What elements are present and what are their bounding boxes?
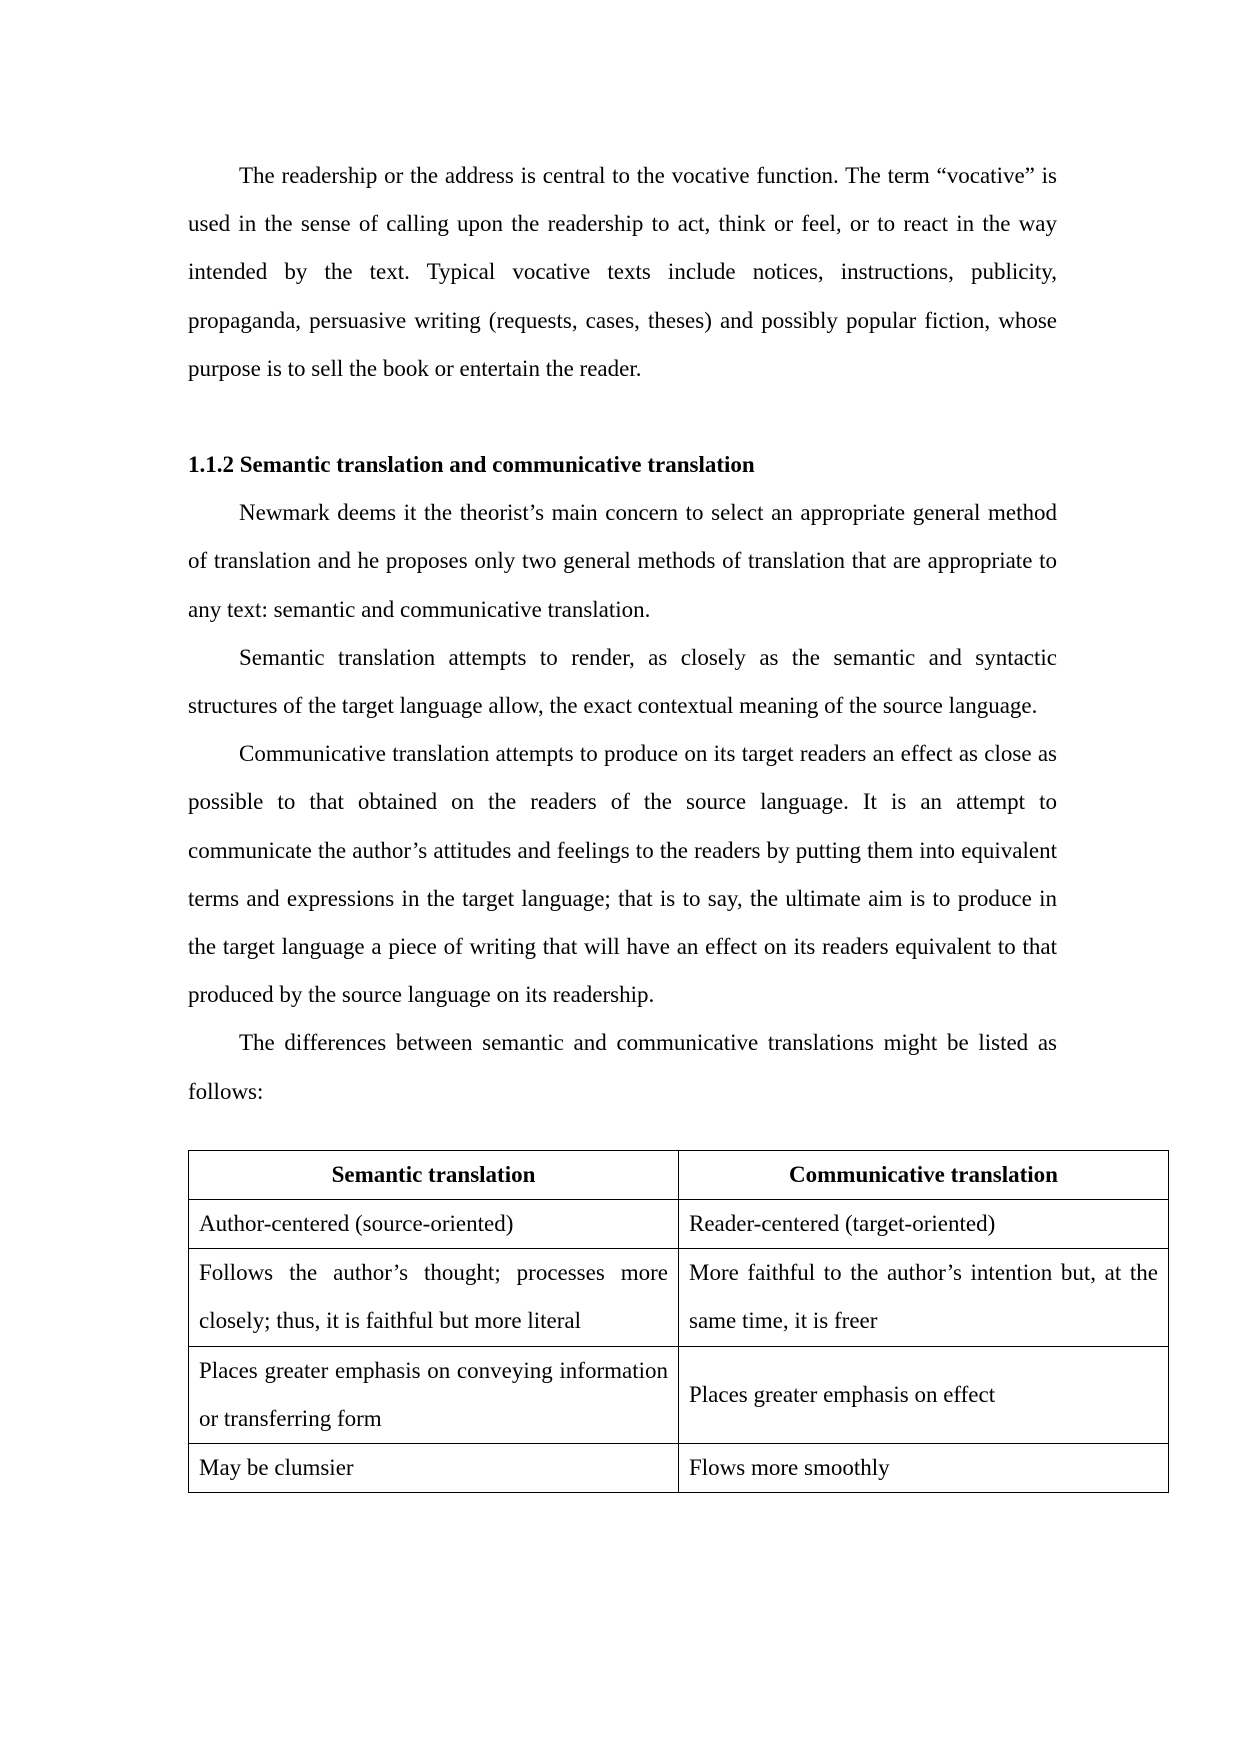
document-page (188, 152, 1158, 1493)
comparison-table-wrapper (188, 1150, 1158, 1493)
table-cell: Flows more smoothly (679, 1444, 1169, 1493)
paragraph-differences-intro: The differences between semantic and communicative translations might be listed as follows: (188, 1030, 1057, 1104)
comparison-table (188, 1150, 1169, 1493)
table-cell: Author-centered (source-oriented) (189, 1200, 679, 1249)
table-row (189, 1200, 1169, 1249)
paragraph-newmark: Newmark deems it the theorist’s main concern to select an appropriate general method of translation and he proposes only two general methods of translation that are appropriate to any text: semantic and communicative translation. (188, 500, 1057, 622)
table-header-semantic: Semantic translation (189, 1150, 679, 1199)
table-row (189, 1346, 1169, 1443)
table-cell: Places greater emphasis on effect (679, 1346, 1169, 1443)
table-cell: Places greater emphasis on conveying information or transferring form (189, 1346, 679, 1443)
table-cell: May be clumsier (189, 1444, 679, 1493)
section-heading: 1.1.2 Semantic translation and communicative translation (188, 452, 755, 478)
table-header-communicative: Communicative translation (679, 1150, 1169, 1199)
table-cell: Reader-centered (target-oriented) (679, 1200, 1169, 1249)
paragraph-vocative: The readership or the address is central to the vocative function. The term “vocative” is used in the sense of calling upon the readership to act, think or feel, or to react in the way intended by the text. Typical vocative texts include notices, instructions, publicity, propaganda, persuasive writing (requests, cases, theses) and possibly popular fiction, whose purpose is to sell the book or entertain the reader. (188, 163, 1057, 381)
table-cell: Follows the author’s thought; processes more closely; thus, it is faithful but more literal (189, 1249, 679, 1346)
table-row (189, 1249, 1169, 1346)
paragraph-communicative-translation: Communicative translation attempts to produce on its target readers an effect as close as possible to that obtained on the readers of the source language. It is an attempt to communicate the author’s attitudes and feelings to the readers by putting them into equivalent terms and expressions in the target language; that is to say, the ultimate aim is to produce in the target language a piece of writing that will have an effect on its readers equivalent to that produced by the source language on its readership. (188, 741, 1057, 1008)
paragraph-semantic-translation: Semantic translation attempts to render, as closely as the semantic and syntactic structures of the target language allow, the exact contextual meaning of the source language. (188, 644, 1057, 719)
table-header-row (189, 1150, 1169, 1199)
table-row (189, 1444, 1169, 1493)
table-cell: More faithful to the author’s intention but, at the same time, it is freer (679, 1249, 1169, 1346)
